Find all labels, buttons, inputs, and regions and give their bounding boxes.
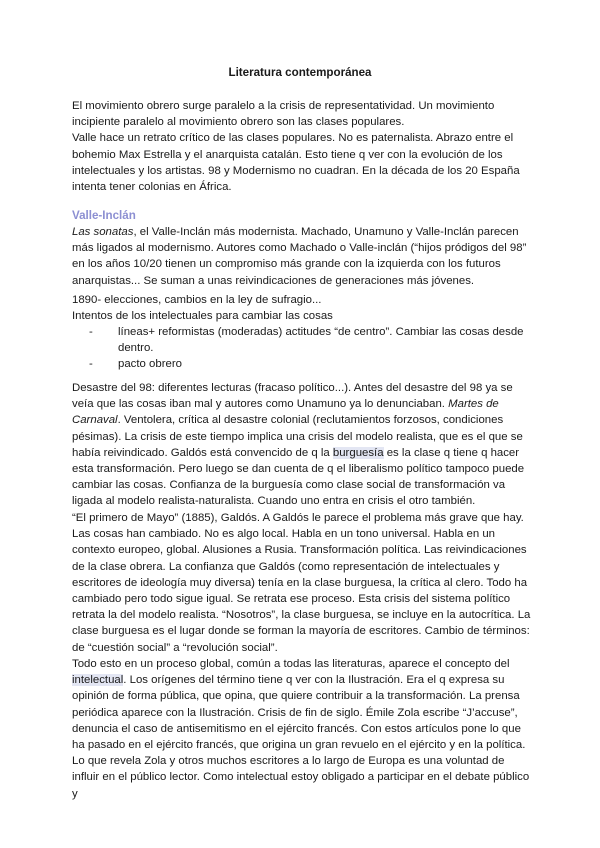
work-title-martes-de-carnaval: Martes de Carnaval — [72, 398, 499, 427]
section-heading-valle-inclan: Valle-Inclán — [72, 209, 136, 222]
intro-paragraph — [72, 98, 532, 195]
intro-line-1: El movimiento obrero surge paralelo a la crisis de representatividad. Un movimiento incipiente paralelo al movimiento obrero son las clases populares. — [72, 100, 495, 129]
valle-paragraph — [72, 224, 532, 289]
work-title-las-sonatas: Las sonatas — [72, 226, 134, 238]
desastre-text-3: es la clase q tiene q hacer esta transformación. Pero luego se dan cuenta de q el liberalismo político tampoco puede cambiar las cosas. Confianza de la burguesía como clase social de transformación va ligada al modelo realista-naturalista. Cuando uno entra en crisis el otro también. — [72, 446, 525, 508]
desastre-paragraph — [72, 380, 532, 510]
global-text-2: . Los orígenes del término tiene q ver con la Ilustración. Era el q expresa su opinión de forma pública, que opina, que quiere contribuir a la transformación. La prensa periódica aparece con la Ilustración. Crisis de fin de siglo. Émile Zola escribe “J’accuse”, denuncia el caso de antisemitismo en el ejército francés. Con estos artículos pone lo que ha pasado en el ejército francés, que origina un gran revuelo en el ejército y en la política. Lo que revela Zola y otros muchos escritores a lo largo de Europa es una voluntad de influir en el público lector. Como intelectual estoy obligado a participar en el debate público y — [72, 674, 530, 800]
intro-line-2: Valle hace un retrato crítico de las clases populares. No es paternalista. Abrazo entre el bohemio Max Estrella y el anarquista catalán. Esto tiene q ver con la evolución de los intelectuales y los artistas. 98 y Modernismo no cuadran. En la década de los 20 España intenta tener colonias en África. — [72, 132, 520, 194]
list-item: - pacto obrero — [72, 356, 532, 372]
intelectual-paragraph — [72, 656, 532, 802]
desastre-text-2: . Ventolera, crítica al desastre colonial (reclutamientos forzosos, condiciones pésimas). La crisis de este tiempo implica una crisis del modelo realista, que es el que se había reivindicado. Galdós está convencido de q la — [72, 414, 523, 459]
highlighted-word-burguesia: burguesía — [332, 446, 384, 459]
global-text-1: Todo esto en un proceso global, común a todas las literaturas, aparece el concepto del — [72, 658, 510, 670]
elections-paragraph — [72, 292, 532, 324]
intellectuals-list — [72, 324, 532, 373]
primero-de-mayo-paragraph: “El primero de Mayo” (1885), Galdós. A Galdós le parece el problema más grave que hay. Las cosas han cambiado. No es algo local. Habla en un tono universal. Habla en un contexto europeo, global. Alusiones a Rusia. Transformación política. Las reivindicaciones de la clase obrera. La confianza que Galdós (como representación de intelectuales y escritores de ideología muy diversa) tenía en la clase burguesa, la crítica al clero. Todo ha cambiado pero todo sigue igual. Se retrata ese proceso. Esta crisis del sistema político retrata la del modelo realista. “Nosotros”, la clase burguesa, se incluye en la autocrítica. La clase burguesa es el lugar donde se forman la mayoría de escritores. Cambio de términos: de “cuestión social” a “revolución social”. — [72, 512, 531, 654]
list-item: - líneas+ reformistas (moderadas) actitudes “de centro”. Cambiar las cosas desde dentro. — [72, 324, 532, 356]
elections-line-2: Intentos de los intelectuales para cambiar las cosas — [72, 310, 333, 323]
desastre-text-1: Desastre del 98: diferentes lecturas (fracaso político...). Antes del desastre del 98 ya se veía que las cosas iban mal y autores como Unamuno ya lo denunciaban. — [72, 382, 513, 411]
page-title: Literatura contemporánea — [228, 66, 372, 79]
valle-text: , el Valle-Inclán más modernista. Machado, Unamuno y Valle-Inclán parecen más ligados al modernismo. Autores como Machado o Valle-inclán (“hijos pródigos del 98” en los años 10/20 tienen un compromiso más grande con la izquierda con los futuros anarquistas... Se suman a unas reivindicaciones de generaciones más jóvenes. — [72, 226, 527, 287]
highlighted-word-intelectual: intelectual — [72, 674, 124, 687]
elections-line-1: 1890- elecciones, cambios en la ley de sufragio... — [72, 294, 322, 306]
